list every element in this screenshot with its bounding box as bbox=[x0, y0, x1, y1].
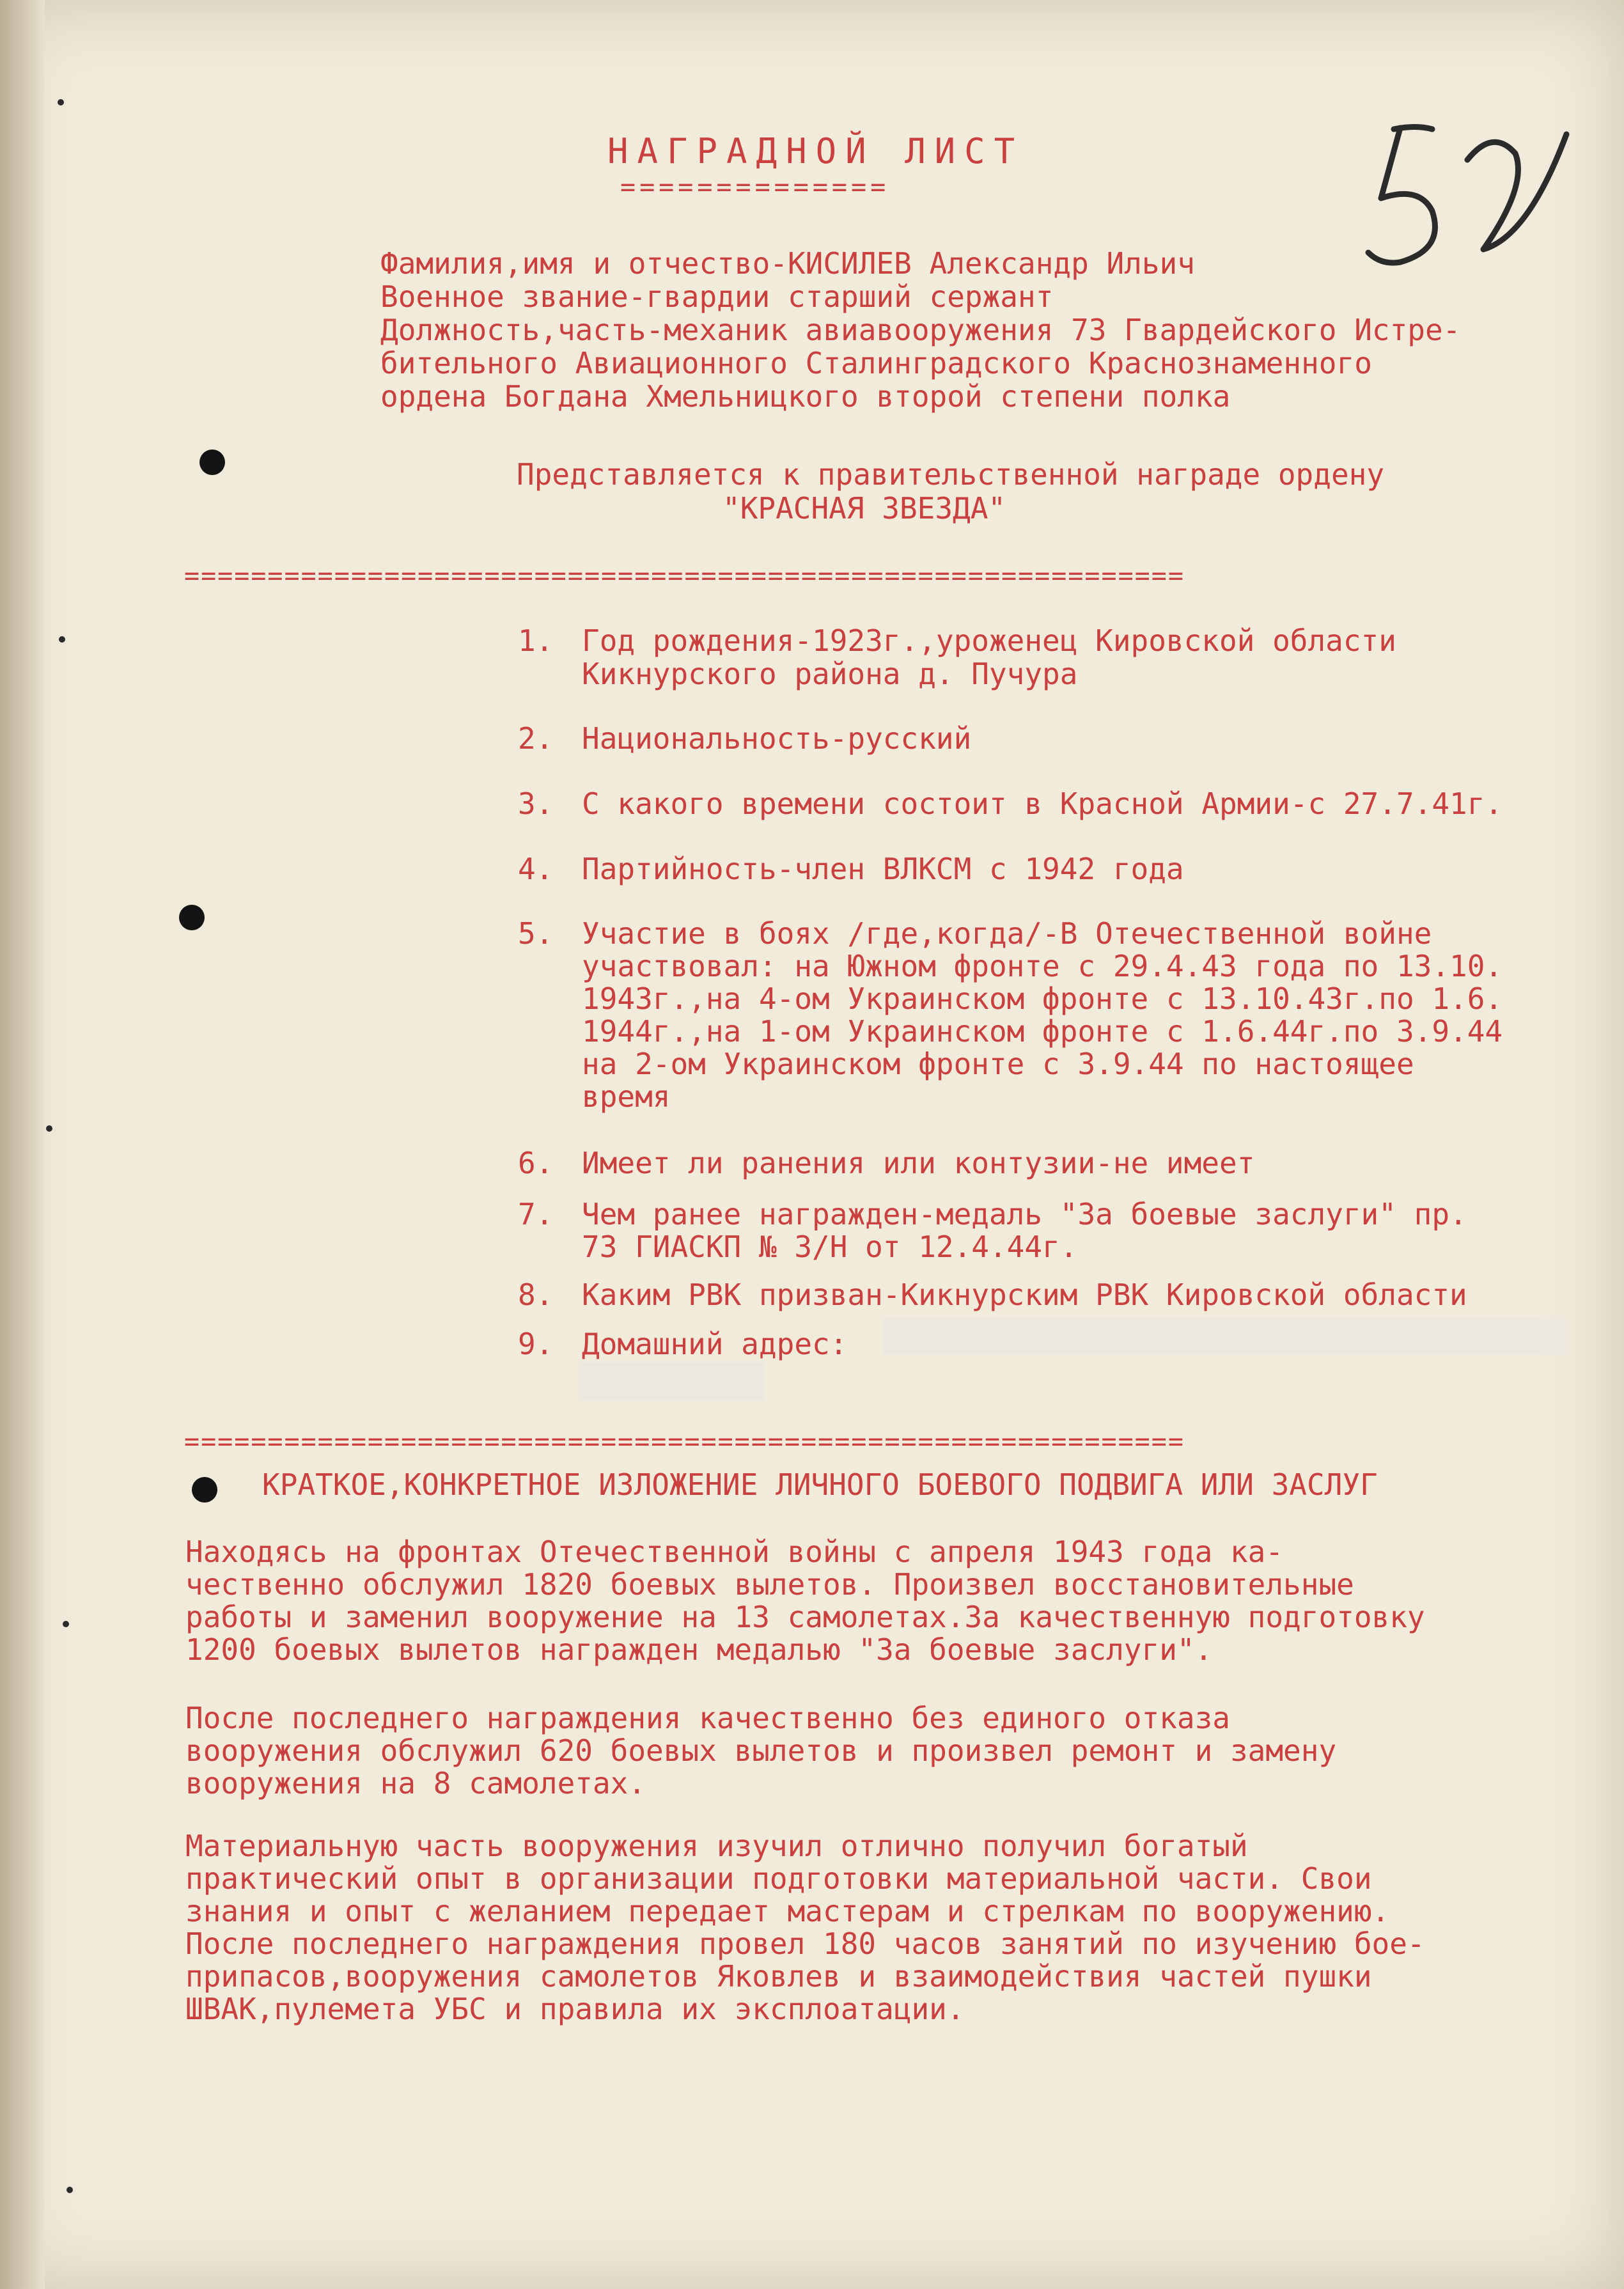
paragraph-line: знания и опыт с желанием передает мастерам и стрелкам по вооружению. bbox=[185, 1894, 1390, 1928]
section-heading: КРАТКОЕ,КОНКРЕТНОЕ ИЗЛОЖЕНИЕ ЛИЧНОГО БОЕВОГО ПОДВИГА ИЛИ ЗАСЛУГ bbox=[262, 1467, 1378, 1502]
question-number: 2. bbox=[518, 721, 554, 756]
paragraph-line: вооружения обслужил 620 боевых вылетов и произвел ремонт и замену bbox=[185, 1733, 1337, 1768]
question-combat-line: время bbox=[582, 1079, 671, 1114]
question-number: 1. bbox=[518, 623, 554, 658]
question-draft-office: Каким РВК призван-Кикнурским РВК Кировской области bbox=[582, 1277, 1467, 1312]
header-line-regiment: ордена Богдана Хмельницкого второй степени полка bbox=[380, 379, 1231, 414]
paragraph-line: практический опыт в организации подготовки материальной части. Свои bbox=[185, 1861, 1372, 1896]
punch-hole bbox=[179, 905, 205, 930]
question-number: 4. bbox=[518, 852, 554, 886]
question-nationality: Национальность-русский bbox=[582, 721, 972, 756]
paragraph-line: вооружения на 8 самолетах. bbox=[185, 1766, 646, 1801]
speck bbox=[46, 1125, 52, 1132]
question-combat-line: на 2-ом Украинском фронте с 3.9.44 по настоящее bbox=[582, 1047, 1414, 1081]
question-combat-line: Участие в боях /где,когда/-В Отечественной войне bbox=[582, 916, 1432, 951]
question-previous-awards: Чем ранее награжден-медаль "За боевые заслуги" пр. bbox=[582, 1197, 1467, 1231]
redacted-address bbox=[579, 1362, 764, 1400]
handwritten-page-number bbox=[1355, 115, 1586, 294]
punch-hole bbox=[192, 1477, 217, 1503]
header-line-position: Должность,часть-механик авиавооружения 73 Гвардейского Истре- bbox=[380, 313, 1461, 347]
paragraph-line: работы и заменил вооружение на 13 самолетах.За качественную подготовку bbox=[185, 1600, 1425, 1634]
speck bbox=[58, 99, 64, 105]
paragraph-line: чественно обслужил 1820 боевых вылетов. Произвел восстановительные bbox=[185, 1567, 1354, 1602]
question-number: 3. bbox=[518, 786, 554, 821]
question-combat-line: 1943г.,на 4-ом Украинском фронте с 13.10.43г.по 1.6. bbox=[582, 981, 1503, 1016]
paper-edge bbox=[0, 0, 45, 2289]
question-number: 7. bbox=[518, 1197, 554, 1231]
paragraph-line: Материальную часть вооружения изучил отлично получил богатый bbox=[185, 1829, 1248, 1863]
question-number: 8. bbox=[518, 1277, 554, 1312]
question-previous-awards: 73 ГИАСКП № 3/Н от 12.4.44г. bbox=[582, 1230, 1078, 1264]
award-name: "КРАСНАЯ ЗВЕЗДА" bbox=[722, 491, 1006, 526]
presentation-line: Представляется к правительственной награде ордену bbox=[517, 457, 1385, 492]
redacted-address bbox=[882, 1318, 1566, 1354]
punch-hole bbox=[199, 449, 225, 475]
question-birth-place: Кикнурского района д. Пучура bbox=[582, 657, 1078, 691]
paragraph-line: 1200 боевых вылетов награжден медалью "За боевые заслуги". bbox=[185, 1632, 1213, 1667]
header-line-rank: Военное звание-гвардии старший сержант bbox=[380, 279, 1054, 314]
question-home-address: Домашний адрес: bbox=[582, 1327, 848, 1361]
question-party: Партийность-член ВЛКСМ с 1942 года bbox=[582, 852, 1184, 886]
speck bbox=[66, 2187, 73, 2193]
paragraph-line: После последнего награждения провел 180 часов занятий по изучению бое- bbox=[185, 1926, 1425, 1961]
question-birth-year: Год рождения-1923г.,уроженец Кировской области bbox=[582, 623, 1396, 658]
speck bbox=[59, 636, 65, 643]
question-number: 6. bbox=[518, 1146, 554, 1180]
question-number: 9. bbox=[518, 1327, 554, 1361]
paragraph-line: Находясь на фронтах Отечественной войны с апреля 1943 года ка- bbox=[185, 1535, 1284, 1569]
question-service-start: С какого времени состоит в Красной Армии-с 27.7.41г. bbox=[582, 786, 1503, 821]
speck bbox=[63, 1621, 69, 1627]
question-combat-line: 1944г.,на 1-ом Украинском фронте с 1.6.44г.по 3.9.44 bbox=[582, 1014, 1503, 1049]
question-wounds: Имеет ли ранения или контузии-не имеет bbox=[582, 1146, 1255, 1180]
separator-line: ============================================================ bbox=[184, 1427, 1185, 1457]
separator-line: ============================================================ bbox=[184, 561, 1185, 591]
header-line-unit: бительного Авиационного Сталинградского Краснознаменного bbox=[380, 346, 1372, 380]
paragraph-line: ШВАК,пулемета УБС и правила их эксплоатации. bbox=[185, 1992, 965, 2026]
paragraph-line: припасов,вооружения самолетов Яковлев и взаимодействия частей пушки bbox=[185, 1959, 1372, 1994]
header-line-name: Фамилия,имя и отчество-КИСИЛЕВ Александр Ильич bbox=[380, 246, 1195, 281]
question-combat-line: участвовал: на Южном фронте с 29.4.43 года по 13.10. bbox=[582, 949, 1503, 983]
paragraph-line: После последнего награждения качественно без единого отказа bbox=[185, 1701, 1230, 1735]
title-underline: ============== bbox=[620, 173, 890, 202]
question-number: 5. bbox=[518, 916, 554, 951]
document-title: НАГРАДНОЙ ЛИСТ bbox=[607, 131, 1024, 171]
